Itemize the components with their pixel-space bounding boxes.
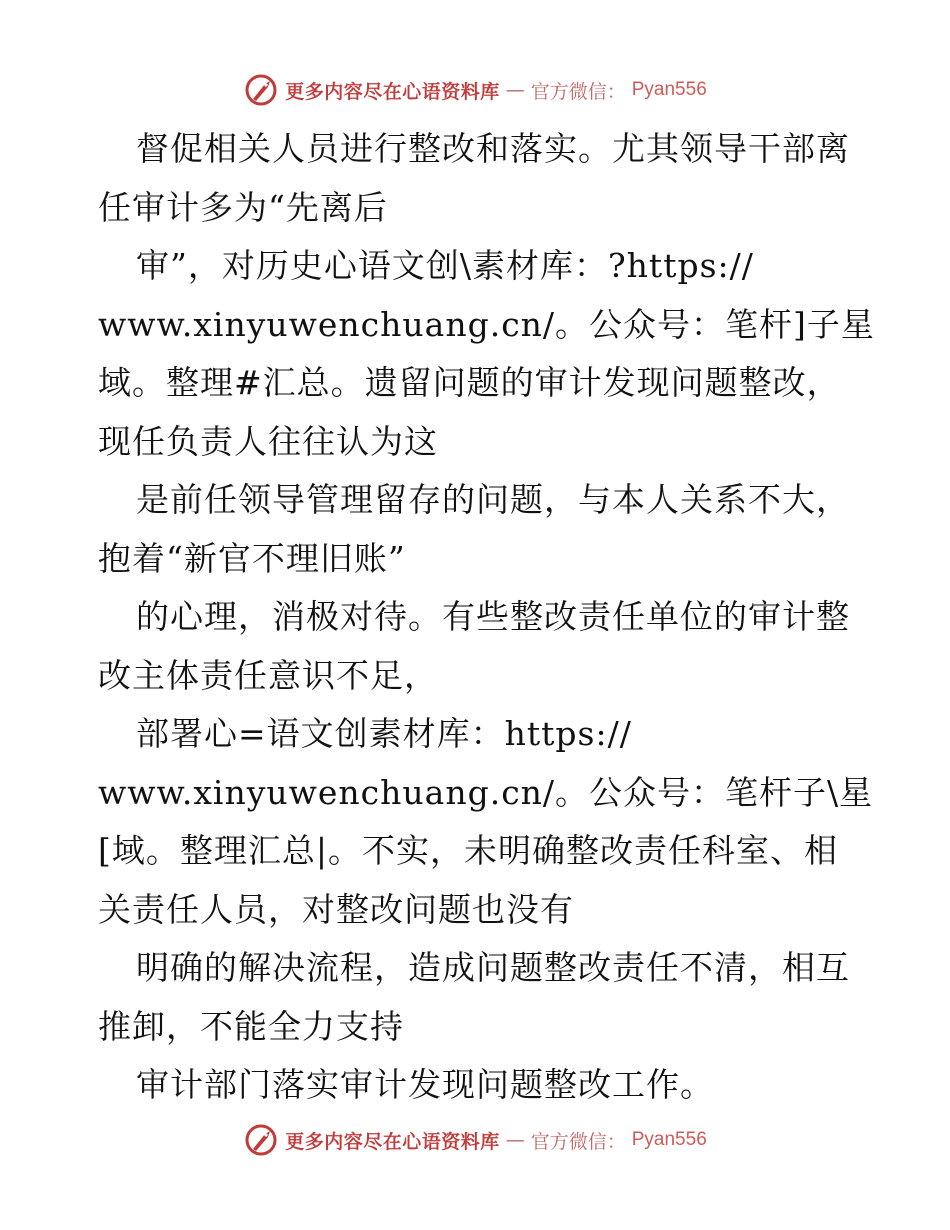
watermark-dash: —	[505, 1129, 525, 1151]
body-line-4: www.xinyuwenchuang.cn/。公众号：笔杆]子星	[98, 304, 875, 344]
body-line-13: [域。整理汇总|。不实，未明确整改责任科室、相	[98, 831, 838, 870]
watermark-account: Pyan556	[631, 1129, 707, 1150]
body-line-16: 推卸，不能全力支持	[98, 1006, 404, 1046]
header-watermark	[0, 70, 950, 110]
body-line-12: www.xinyuwenchuang.cn/。公众号：笔杆子\星	[98, 772, 874, 812]
body-line-10: 改主体责任意识不足，	[98, 655, 438, 695]
watermark-account: Pyan556	[631, 79, 707, 100]
body-line-14: 关责任人员，对整改问题也没有	[98, 889, 574, 929]
pen-nib-circle-icon	[243, 1122, 279, 1158]
watermark-official-label: 官方微信：	[530, 80, 626, 103]
body-line-17: 审计部门落实审计发现问题整改工作。	[136, 1065, 714, 1104]
body-line-1: 督促相关人员进行整改和落实。尤其领导干部离	[136, 129, 850, 168]
pen-nib-circle-icon	[243, 72, 279, 108]
body-line-3: 审”，对历史心语文创\素材库：?https://	[136, 246, 754, 285]
watermark-official-label: 官方微信：	[530, 1130, 626, 1153]
body-line-11: 部署心=语文创素材库：https://	[136, 714, 632, 753]
body-line-5: 域。整理#汇总。遗留问题的审计发现问题整改，	[98, 363, 841, 402]
body-line-9: 的心理，消极对待。有些整改责任单位的审计整	[136, 597, 850, 636]
watermark-dash: —	[505, 79, 525, 101]
body-line-15: 明确的解决流程，造成问题整改责任不清，相互	[136, 948, 850, 987]
body-line-7: 是前任领导管理留存的问题，与本人关系不大，	[136, 480, 850, 519]
watermark-site-text: 更多内容尽在心语资料库	[285, 80, 500, 103]
footer-watermark	[0, 1120, 950, 1160]
body-line-8: 抱着“新官不理旧账”	[98, 538, 406, 578]
body-line-6: 现任负责人往往认为这	[98, 421, 438, 461]
body-line-2: 任审计多为“先离后	[98, 187, 388, 227]
watermark-site-text: 更多内容尽在心语资料库	[285, 1130, 500, 1153]
document-body	[98, 120, 875, 1115]
